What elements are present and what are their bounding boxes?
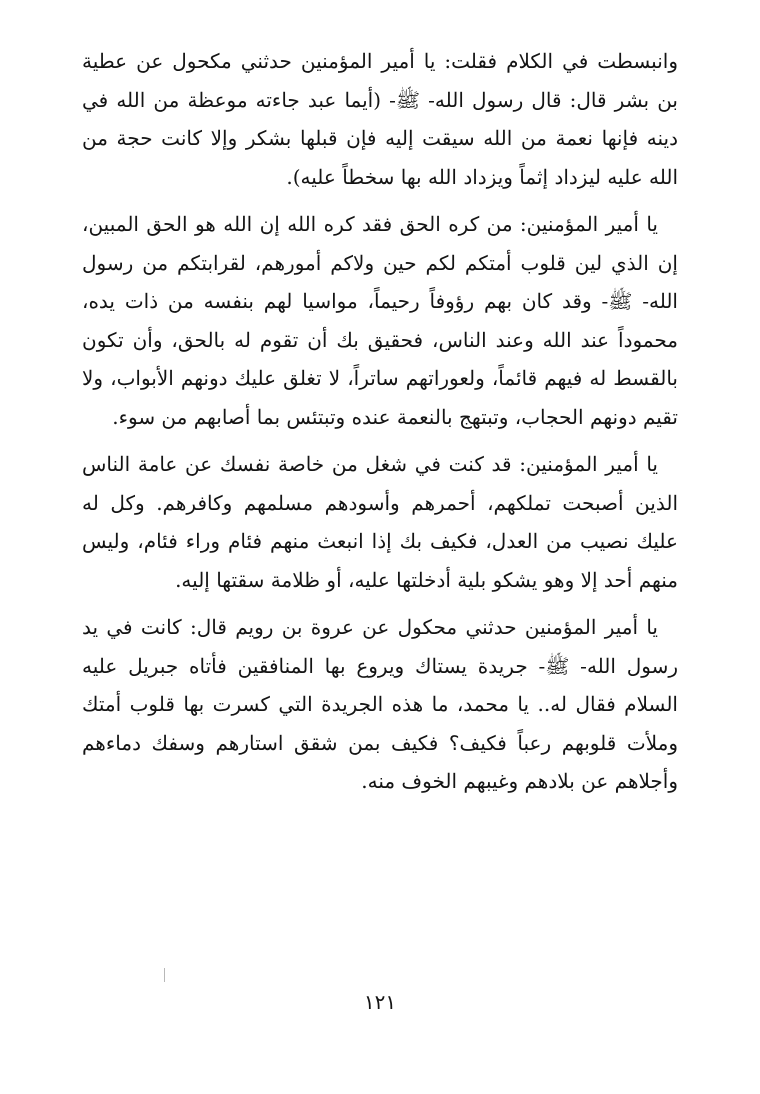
paragraph-1: وانبسطت في الكلام فقلت: يا أمير المؤمنين حدثني مكحول عن عطية بن بشر قال: قال رسول الله- ﷺ- (أيما عبد جاءته موعظة من الله في دينه فإنها نعمة من الله سيقت إليه فإن قبلها بشكر وإلا كانت حجة من الله عليه ليزداد إثماً ويزداد الله بها سخطاً عليه). xyxy=(82,49,678,189)
body-text xyxy=(82,42,678,810)
paragraph-4: يا أمير المؤمنين حدثني محكول عن عروة بن رويم قال: كانت في يد رسول الله- ﷺ- جريدة يستاك ويروع بها المنافقين فأتاه جبريل عليه السلام فقال له.. يا محمد، ما هذه الجريدة التي كسرت بها قلوب أمتك وملأت قلوبهم رعباً فكيف؟ فكيف بمن شقق استارهم وسفك دماءهم وأجلاهم عن بلادهم وغيبهم الخوف منه. xyxy=(82,615,678,793)
paragraph-3: يا أمير المؤمنين: قد كنت في شغل من خاصة نفسك عن عامة الناس الذين أصبحت تملكهم، أحمرهم وأسودهم مسلمهم وكافرهم. وكل له عليك نصيب من العدل، فكيف بك إذا انبعث منهم فئام وراء فئام، وليس منهم أحد إلا وهو يشكو بلية أدخلتها عليه، أو ظلامة سقتها إليه. xyxy=(82,452,678,592)
scan-speck xyxy=(164,968,165,982)
page-number: ١٢١ xyxy=(363,990,397,1014)
paragraph-2: يا أمير المؤمنين: من كره الحق فقد كره الله إن الله هو الحق المبين، إن الذي لين قلوب أمتكم لكم حين ولاكم أمورهم، لقرابتكم من رسول الله- ﷺ- وقد كان بهم رؤوفاً رحيماً، مواسيا لهم بنفسه من ذات يده، محموداً عند الله وعند الناس، فحقيق بك أن تقوم له بالحق، وأن تكون بالقسط له فيهم قائماً، ولعوراتهم ساتراً، لا تغلق عليك دونهم الأبواب، ولا تقيم دونهم الحجاب، وتبتهج بالنعمة عنده وتبتئس بما أصابهم من سوء. xyxy=(82,212,678,429)
